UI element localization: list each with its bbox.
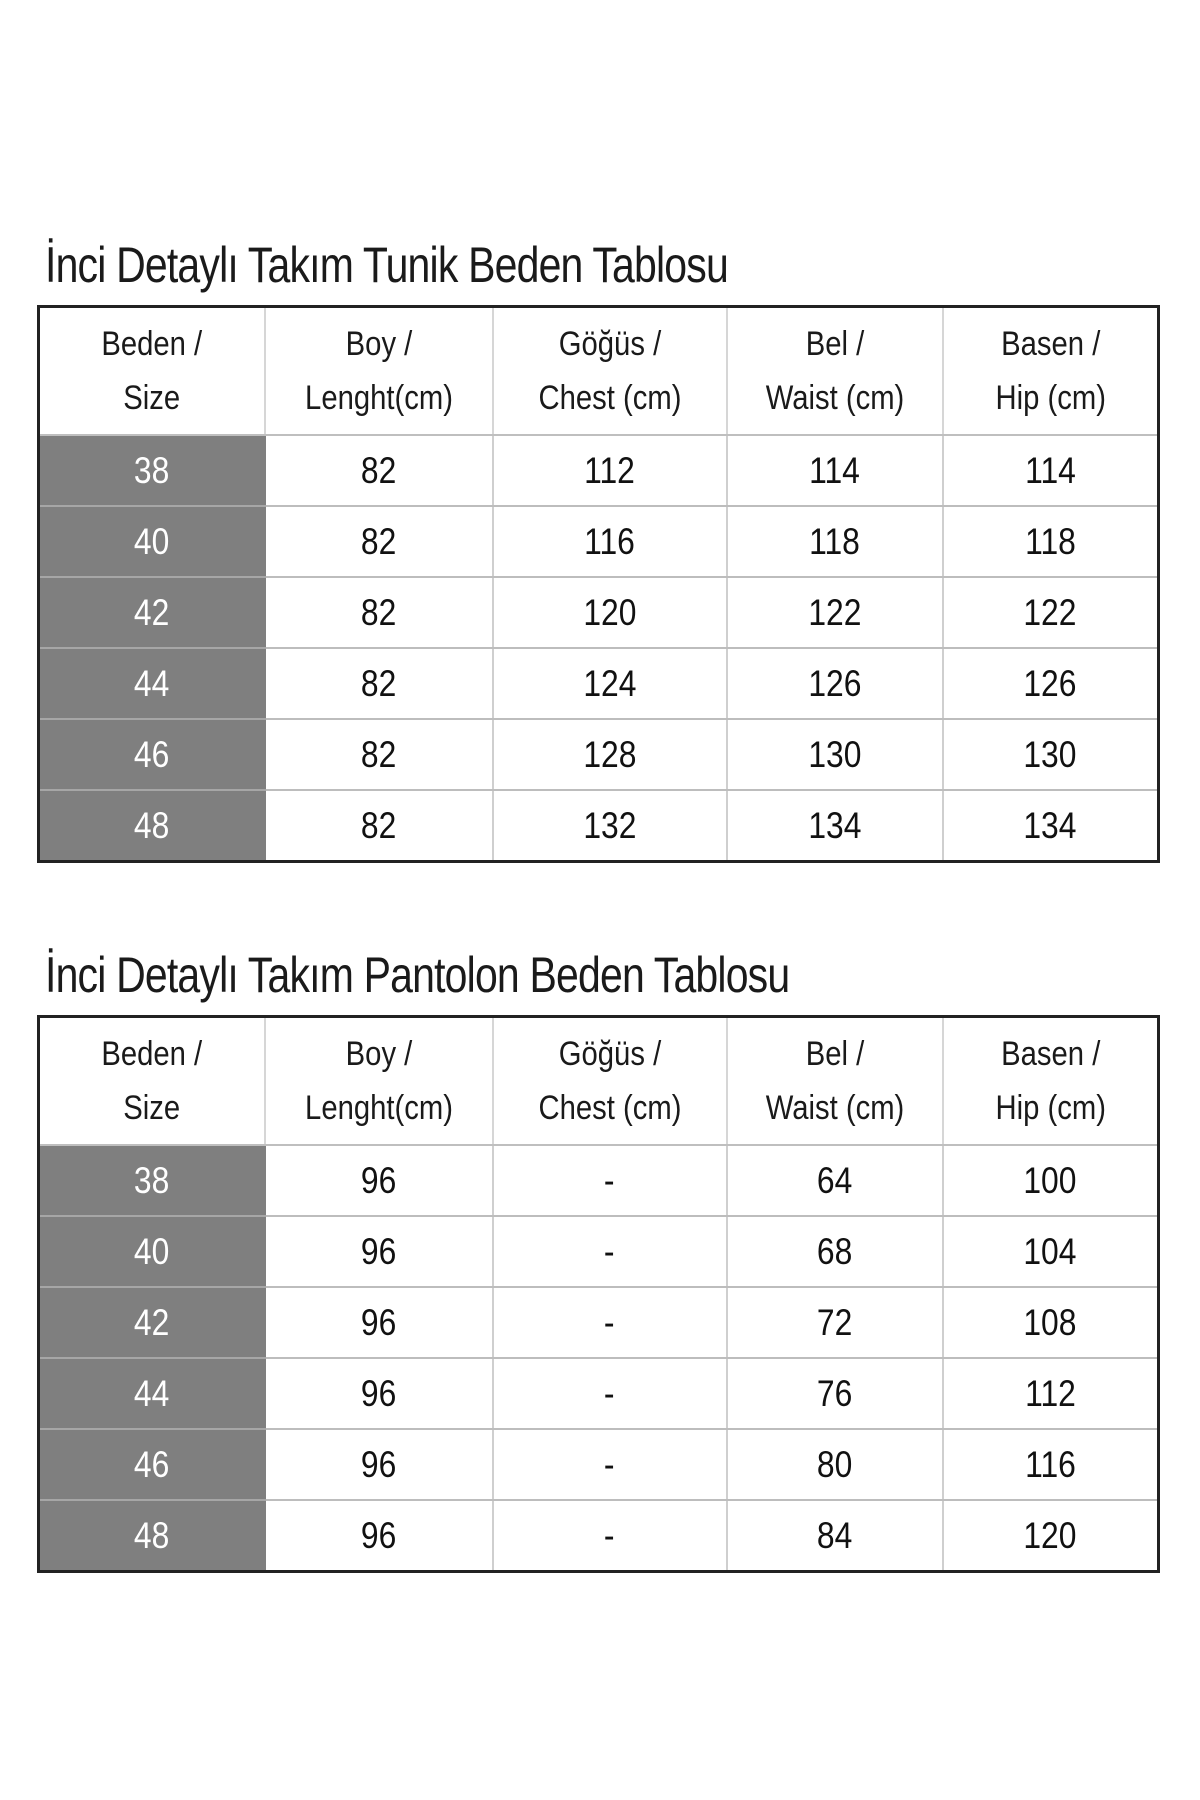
chest-cell: 120 xyxy=(493,577,727,648)
hip-cell: 116 xyxy=(943,1429,1159,1500)
waist-cell: 68 xyxy=(727,1216,943,1287)
length-cell: 96 xyxy=(265,1429,493,1500)
length-cell: 96 xyxy=(265,1500,493,1572)
waist-cell: 122 xyxy=(727,577,943,648)
table-row xyxy=(39,1358,1159,1429)
pantolon-table-title: İnci Detaylı Takım Pantolon Beden Tablosu xyxy=(45,947,790,1003)
chest-cell: - xyxy=(493,1500,727,1572)
size-cell: 48 xyxy=(39,790,265,862)
table-row xyxy=(39,790,1159,862)
length-cell: 82 xyxy=(265,648,493,719)
waist-cell: 134 xyxy=(727,790,943,862)
length-cell: 96 xyxy=(265,1145,493,1216)
waist-cell: 64 xyxy=(727,1145,943,1216)
hip-cell: 122 xyxy=(943,577,1159,648)
table-row xyxy=(39,435,1159,506)
table-row xyxy=(39,1429,1159,1500)
table-row xyxy=(39,577,1159,648)
chest-cell: - xyxy=(493,1429,727,1500)
pantolon-size-section xyxy=(0,935,1200,1573)
table-row xyxy=(39,648,1159,719)
chest-cell: 128 xyxy=(493,719,727,790)
header-hip: Basen / Hip (cm) xyxy=(943,1017,1159,1146)
chest-cell: 116 xyxy=(493,506,727,577)
length-cell: 82 xyxy=(265,790,493,862)
hip-cell: 130 xyxy=(943,719,1159,790)
waist-cell: 84 xyxy=(727,1500,943,1572)
hip-cell: 108 xyxy=(943,1287,1159,1358)
hip-cell: 114 xyxy=(943,435,1159,506)
chest-cell: - xyxy=(493,1287,727,1358)
waist-cell: 126 xyxy=(727,648,943,719)
table-header-row xyxy=(39,1017,1159,1146)
waist-cell: 130 xyxy=(727,719,943,790)
waist-cell: 80 xyxy=(727,1429,943,1500)
header-size: Beden / Size xyxy=(39,307,265,436)
header-size: Beden / Size xyxy=(39,1017,265,1146)
hip-cell: 112 xyxy=(943,1358,1159,1429)
size-cell: 42 xyxy=(39,1287,265,1358)
chest-cell: 124 xyxy=(493,648,727,719)
table-row xyxy=(39,506,1159,577)
waist-cell: 76 xyxy=(727,1358,943,1429)
size-cell: 38 xyxy=(39,1145,265,1216)
length-cell: 82 xyxy=(265,719,493,790)
length-cell: 96 xyxy=(265,1216,493,1287)
size-cell: 40 xyxy=(39,1216,265,1287)
header-length: Boy / Lenght(cm) xyxy=(265,307,493,436)
size-cell: 40 xyxy=(39,506,265,577)
hip-cell: 134 xyxy=(943,790,1159,862)
pantolon-size-table xyxy=(37,1015,1160,1573)
table-row xyxy=(39,1500,1159,1572)
waist-cell: 72 xyxy=(727,1287,943,1358)
hip-cell: 118 xyxy=(943,506,1159,577)
chest-cell: 132 xyxy=(493,790,727,862)
waist-cell: 118 xyxy=(727,506,943,577)
length-cell: 96 xyxy=(265,1287,493,1358)
length-cell: 82 xyxy=(265,577,493,648)
hip-cell: 100 xyxy=(943,1145,1159,1216)
chest-cell: - xyxy=(493,1145,727,1216)
size-cell: 44 xyxy=(39,1358,265,1429)
header-chest: Göğüs / Chest (cm) xyxy=(493,307,727,436)
size-cell: 44 xyxy=(39,648,265,719)
chest-cell: - xyxy=(493,1216,727,1287)
tunik-size-section xyxy=(0,225,1200,863)
hip-cell: 104 xyxy=(943,1216,1159,1287)
header-length: Boy / Lenght(cm) xyxy=(265,1017,493,1146)
tunik-table-title: İnci Detaylı Takım Tunik Beden Tablosu xyxy=(45,237,728,293)
table-row xyxy=(39,1216,1159,1287)
table-row xyxy=(39,1287,1159,1358)
length-cell: 96 xyxy=(265,1358,493,1429)
size-cell: 42 xyxy=(39,577,265,648)
header-waist: Bel / Waist (cm) xyxy=(727,1017,943,1146)
size-cell: 46 xyxy=(39,719,265,790)
length-cell: 82 xyxy=(265,435,493,506)
table-row xyxy=(39,1145,1159,1216)
waist-cell: 114 xyxy=(727,435,943,506)
chest-cell: 112 xyxy=(493,435,727,506)
table-header-row xyxy=(39,307,1159,436)
chest-cell: - xyxy=(493,1358,727,1429)
header-chest: Göğüs / Chest (cm) xyxy=(493,1017,727,1146)
table-row xyxy=(39,719,1159,790)
size-cell: 46 xyxy=(39,1429,265,1500)
length-cell: 82 xyxy=(265,506,493,577)
size-cell: 38 xyxy=(39,435,265,506)
header-waist: Bel / Waist (cm) xyxy=(727,307,943,436)
header-hip: Basen / Hip (cm) xyxy=(943,307,1159,436)
hip-cell: 126 xyxy=(943,648,1159,719)
tunik-size-table xyxy=(37,305,1160,863)
hip-cell: 120 xyxy=(943,1500,1159,1572)
size-cell: 48 xyxy=(39,1500,265,1572)
